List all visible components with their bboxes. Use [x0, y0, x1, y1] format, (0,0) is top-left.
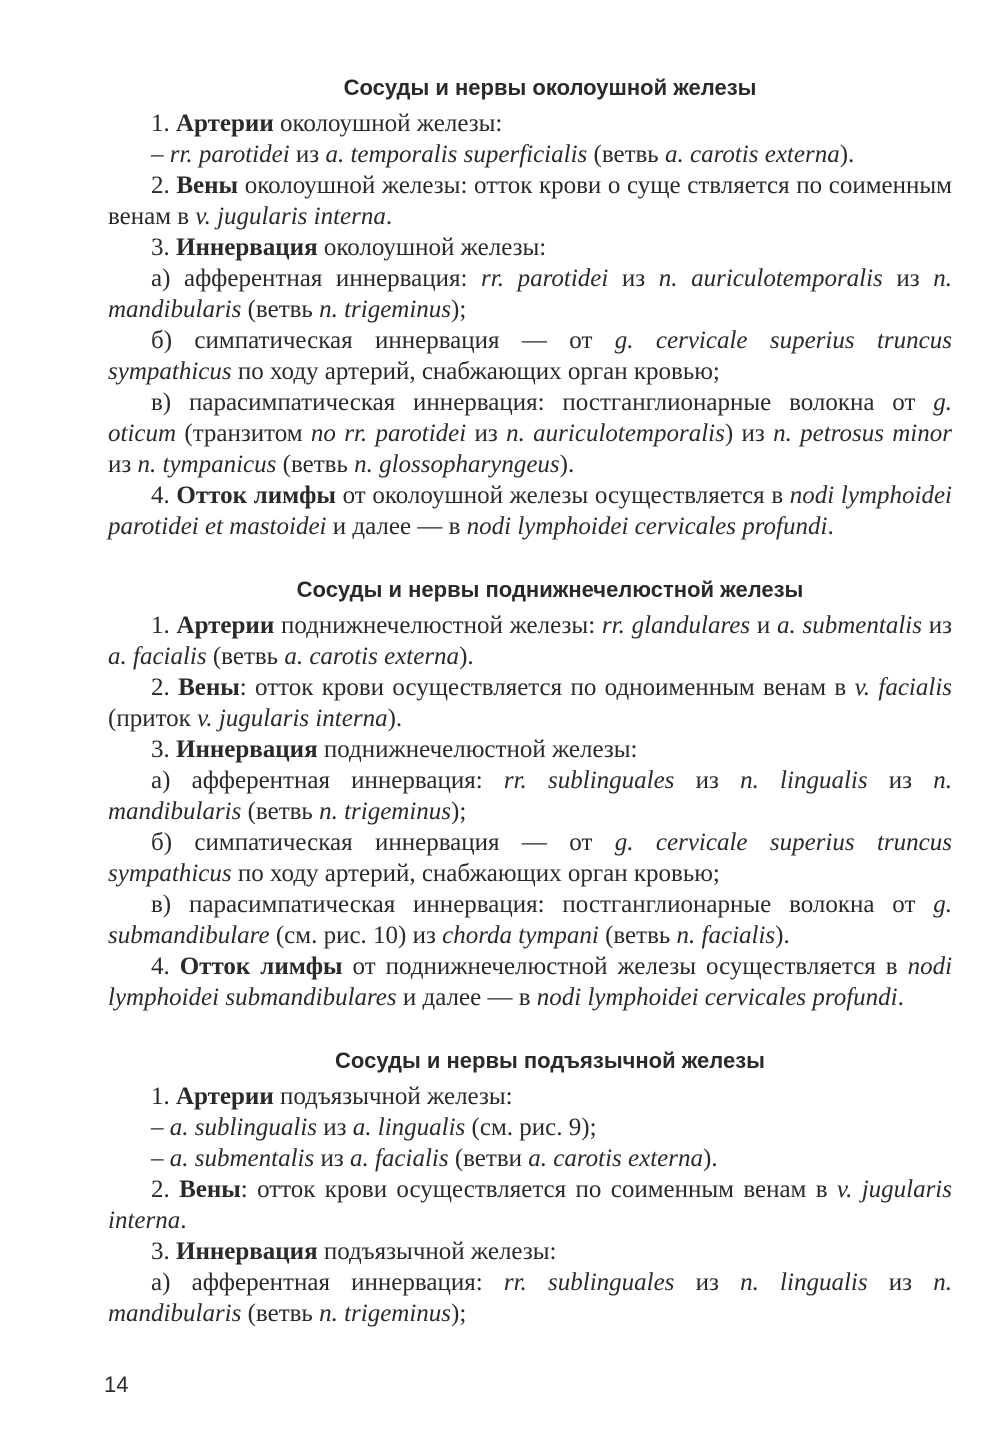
- latin-term: g. cervicale superius truncus sympathicus: [108, 829, 952, 887]
- latin-term: nodi lymphoidei cervicales profundi: [536, 984, 898, 1011]
- text-run: из: [108, 451, 138, 478]
- bold-term: Артерии: [176, 612, 275, 639]
- latin-term: chorda tympani: [442, 922, 599, 949]
- text-run: (ветвь: [587, 141, 665, 168]
- text-run: 1.: [151, 110, 176, 137]
- latin-term: a. carotis externa: [284, 643, 460, 670]
- latin-term: g. oticum: [108, 389, 952, 447]
- paragraph: [108, 108, 952, 139]
- text-run: 3.: [151, 234, 176, 261]
- latin-term: n. trigeminus: [319, 798, 452, 825]
- text-run: из: [608, 265, 659, 292]
- page-number: 14: [104, 1372, 129, 1397]
- text-run: от околоушной железы осуществляется в: [335, 482, 790, 509]
- bold-term: Иннервация: [176, 1238, 318, 1265]
- latin-term: n. petrosus minor: [773, 420, 952, 447]
- paragraph: [108, 1236, 952, 1267]
- latin-term: n. auriculotemporalis: [506, 420, 725, 447]
- text-run: ).: [839, 141, 855, 168]
- text-run: : отток крови осуществляется по одноименным венам в: [239, 674, 855, 701]
- paragraph: [108, 734, 952, 765]
- section-1: [108, 68, 952, 542]
- text-run: подъязычной железы:: [317, 1238, 557, 1265]
- bold-term: Артерии: [176, 110, 274, 137]
- latin-term: v. jugularis interna: [108, 1176, 952, 1234]
- text-run: и: [750, 612, 778, 639]
- text-run: );: [451, 296, 467, 323]
- text-run: ).: [459, 643, 474, 670]
- text-run: (см. рис. 9);: [465, 1114, 597, 1141]
- text-run: 1.: [151, 1083, 176, 1110]
- latin-term: n. trigeminus: [319, 296, 452, 323]
- text-run: а) афферентная иннервация:: [151, 1269, 504, 1296]
- text-run: по ходу артерий, снабжающих орган кровью;: [231, 860, 720, 887]
- text-run: от поднижнечелюстной железы осуществляется в: [342, 953, 908, 980]
- text-run: (ветвь: [241, 296, 320, 323]
- page-content: [108, 68, 952, 1357]
- latin-term: – rr. parotidei: [151, 141, 290, 168]
- latin-term: nodi lymphoidei parotidei et mastoidei: [108, 482, 952, 540]
- text-run: а) афферентная иннервация:: [151, 265, 482, 292]
- text-run: );: [451, 1300, 467, 1327]
- paragraph: [108, 827, 952, 889]
- text-run: из: [466, 420, 507, 447]
- text-run: из: [867, 767, 934, 794]
- latin-term: n. mandibularis: [108, 767, 952, 825]
- bold-term: Артерии: [176, 1083, 274, 1110]
- text-run: );: [451, 798, 467, 825]
- text-run: околоушной железы:: [317, 234, 547, 261]
- paragraph: [108, 1174, 952, 1236]
- latin-term: a. temporalis superficialis: [325, 141, 588, 168]
- text-run: (ветви: [448, 1145, 529, 1172]
- latin-term: rr. parotidei: [481, 265, 609, 292]
- latin-term: n. lingualis: [740, 1269, 868, 1296]
- text-run: (ветвь: [598, 922, 677, 949]
- text-run: .: [827, 513, 834, 540]
- text-run: ).: [775, 922, 790, 949]
- text-run: 4.: [151, 953, 180, 980]
- latin-term: nodi lymphoidei cervicales profundi: [466, 513, 828, 540]
- text-run: поднижнечелюстной железы:: [274, 612, 602, 639]
- paragraph: [108, 889, 952, 951]
- text-run: подъязычной железы:: [273, 1083, 513, 1110]
- bold-term: Отток лимфы: [176, 482, 336, 509]
- text-run: из: [921, 612, 952, 639]
- text-run: .: [897, 984, 904, 1011]
- text-run: (ветвь: [206, 643, 285, 670]
- paragraph: [108, 672, 952, 734]
- bold-term: Иннервация: [176, 736, 318, 763]
- latin-term: n. trigeminus: [319, 1300, 452, 1327]
- text-run: в) парасимпатическая иннервация: постганглионарные волокна от: [151, 389, 934, 416]
- bold-term: Отток лимфы: [179, 953, 343, 980]
- text-run: 1.: [151, 612, 177, 639]
- paragraph: [108, 951, 952, 1013]
- latin-term: g. submandibulare: [108, 891, 952, 949]
- latin-term: a. carotis externa: [664, 141, 840, 168]
- latin-term: a. facialis: [108, 643, 207, 670]
- paragraph: [108, 1112, 952, 1143]
- text-run: ).: [559, 451, 575, 478]
- latin-term: n. mandibularis: [108, 1269, 952, 1327]
- bold-term: Вены: [176, 172, 239, 199]
- text-run: б) симпатическая иннервация — от: [151, 829, 615, 856]
- text-run: ).: [703, 1145, 718, 1172]
- latin-term: n. lingualis: [740, 767, 868, 794]
- section-3: [108, 1041, 952, 1329]
- paragraph: [108, 325, 952, 387]
- paragraph: [108, 480, 952, 542]
- text-run: 2.: [151, 172, 177, 199]
- latin-term: n. auriculotemporalis: [658, 265, 883, 292]
- text-run: (см. рис. 10) из: [269, 922, 443, 949]
- text-run: в) парасимпатическая иннервация: постганглионарные волокна от: [151, 891, 934, 918]
- paragraph: [108, 232, 952, 263]
- latin-term: n. tympanicus: [137, 451, 277, 478]
- text-run: из: [867, 1269, 934, 1296]
- latin-term: n. facialis: [676, 922, 776, 949]
- text-run: б) симпатическая иннервация — от: [151, 327, 615, 354]
- paragraph: [108, 1143, 952, 1174]
- text-run: из: [289, 141, 326, 168]
- latin-term: rr. glandulares: [601, 612, 751, 639]
- bold-term: Иннервация: [176, 234, 318, 261]
- text-run: (транзитом: [176, 420, 311, 447]
- latin-term: nodi lymphoidei submandibulares: [108, 953, 953, 1011]
- text-run: из: [674, 1269, 741, 1296]
- latin-term: n. mandibularis: [108, 265, 952, 323]
- text-run: ) из: [724, 420, 774, 447]
- text-run: (ветвь: [241, 798, 320, 825]
- text-run: из: [882, 265, 934, 292]
- text-run: ).: [387, 705, 403, 732]
- text-run: (приток: [108, 705, 198, 732]
- paragraph: [108, 139, 952, 170]
- text-run: по ходу артерий, снабжающих орган кровью;: [231, 358, 720, 385]
- text-run: 4.: [151, 482, 177, 509]
- text-run: (ветвь: [241, 1300, 320, 1327]
- latin-term: a. facialis: [349, 1145, 449, 1172]
- bold-term: Вены: [178, 674, 240, 701]
- text-run: околоушной железы:: [273, 110, 503, 137]
- latin-term: rr. sublinguales: [503, 767, 675, 794]
- paragraph: [108, 765, 952, 827]
- text-run: а) афферентная иннервация:: [151, 767, 504, 794]
- text-run: и далее — в: [396, 984, 537, 1011]
- section-title: Сосуды и нервы подъязычной железы: [335, 1048, 765, 1073]
- latin-term: a. lingualis: [352, 1114, 466, 1141]
- latin-term: – a. submentalis: [151, 1145, 315, 1172]
- text-run: поднижнечелюстной железы:: [317, 736, 638, 763]
- latin-term: g. cervicale superius truncus sympathicus: [108, 327, 952, 385]
- text-run: околоушной железы: отток крови о суще ствляется по соименным венам в: [108, 172, 953, 230]
- text-run: .: [385, 203, 393, 230]
- paragraph: [108, 610, 952, 672]
- section-title: Сосуды и нервы околоушной железы: [343, 75, 757, 100]
- text-run: .: [180, 1207, 187, 1234]
- text-run: 3.: [151, 1238, 176, 1265]
- latin-term: – a. sublingualis: [151, 1114, 317, 1141]
- paragraph: [108, 1267, 952, 1329]
- paragraph: [108, 263, 952, 325]
- text-run: 2.: [151, 1176, 180, 1203]
- text-run: и далее — в: [326, 513, 467, 540]
- latin-term: v. facialis: [854, 674, 952, 701]
- latin-term: n. glossopharyngeus: [354, 451, 560, 478]
- bold-term: Вены: [179, 1176, 241, 1203]
- text-run: из: [314, 1145, 350, 1172]
- latin-term: a. submentalis: [777, 612, 922, 639]
- paragraph: [108, 1081, 952, 1112]
- paragraph: [108, 387, 952, 480]
- paragraph: [108, 170, 952, 232]
- latin-term: v. jugularis interna: [197, 705, 388, 732]
- section-2: [108, 570, 952, 1013]
- section-title: Сосуды и нервы поднижнечелюстной железы: [296, 577, 804, 602]
- text-run: из: [317, 1114, 353, 1141]
- latin-term: rr. sublinguales: [503, 1269, 675, 1296]
- latin-term: по rr. parotidei: [310, 420, 467, 447]
- text-run: 3.: [151, 736, 176, 763]
- text-run: : отток крови осуществляется по соименным венам в: [240, 1176, 837, 1203]
- latin-term: v. jugularis interna: [195, 203, 386, 230]
- text-run: из: [674, 767, 741, 794]
- text-run: (ветвь: [276, 451, 355, 478]
- latin-term: a. carotis externa: [528, 1145, 703, 1172]
- text-run: 2.: [151, 674, 179, 701]
